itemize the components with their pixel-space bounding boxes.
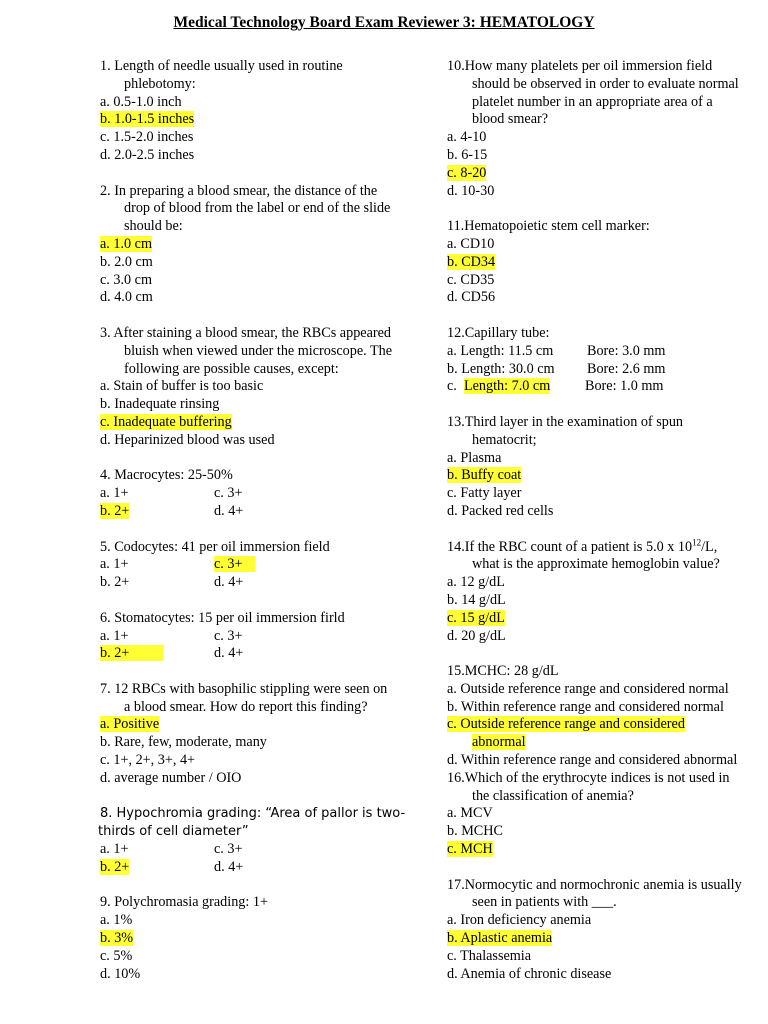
question-6-option-c: c. 3+ — [214, 627, 243, 644]
question-2-option-a — [100, 236, 430, 254]
question-11 — [447, 218, 765, 307]
question-12 — [447, 325, 765, 396]
question-16-option-b: b. MCHC — [447, 823, 503, 840]
question-3-stem-cont: following are possible causes, except: — [124, 360, 339, 377]
question-8-option-b — [100, 859, 214, 877]
question-9-stem: 9. Polychromasia grading: 1+ — [100, 894, 268, 911]
answer-highlight: c. Outside reference range and considered — [447, 716, 685, 733]
question-4-option-d: d. 4+ — [214, 502, 244, 519]
question-17-stem-cont: seen in patients with ___. — [472, 894, 617, 911]
question-4-options-row-2 — [100, 503, 430, 521]
question-7-option-c: c. 1+, 2+, 3+, 4+ — [100, 752, 196, 769]
question-15-option-c-cont — [447, 734, 765, 752]
question-3 — [100, 325, 430, 450]
answer-highlight: b. 3% — [100, 930, 134, 947]
question-4-option-b — [100, 503, 214, 521]
question-1-option-a: a. 0.5-1.0 inch — [100, 93, 182, 110]
question-11-stem: 11.Hematopoietic stem cell marker: — [447, 218, 650, 235]
question-16-option-c — [447, 841, 765, 859]
question-10-stem-cont: blood smear? — [472, 111, 549, 128]
left-column — [100, 58, 430, 983]
question-15-option-d: d. Within reference range and considered abnormal — [447, 752, 738, 769]
question-17-option-a: a. Iron deficiency anemia — [447, 912, 592, 929]
answer-highlight: c. 3+ — [214, 556, 255, 572]
answer-highlight: b. 1.0-1.5 inches — [100, 111, 195, 128]
question-6-options-row-1 — [100, 628, 430, 646]
question-3-option-d: d. Heparinized blood was used — [100, 431, 275, 448]
answer-highlight: b. Buffy coat — [447, 467, 522, 484]
question-2 — [100, 183, 430, 308]
question-2-stem-cont: should be: — [124, 218, 183, 235]
question-3-option-a: a. Stain of buffer is too basic — [100, 378, 264, 395]
question-8-stem: 8. Hypochromia grading: “Area of pallor is two- — [100, 806, 406, 822]
question-15-option-b: b. Within reference range and considered normal — [447, 698, 724, 715]
question-12-option-c: c. Length: 7.0 cm Bore: 1.0 mm — [447, 378, 664, 395]
answer-highlight: c. 8-20 — [447, 164, 487, 181]
question-15-option-a: a. Outside reference range and considered normal — [447, 680, 729, 697]
answer-highlight: Length: 7.0 cm — [463, 378, 551, 395]
answer-highlight: b. 2+ — [100, 502, 130, 519]
question-12-option-b: b. Length: 30.0 cm Bore: 2.6 mm — [447, 360, 666, 377]
question-9 — [100, 894, 430, 983]
question-10-option-d: d. 10-30 — [447, 182, 495, 199]
question-12-stem: 12.Capillary tube: — [447, 324, 550, 341]
question-6-option-a: a. 1+ — [100, 627, 129, 644]
question-13-option-b — [447, 467, 765, 485]
question-10-stem-cont: should be observed in order to evaluate normal — [472, 75, 739, 92]
question-15-option-c — [447, 716, 765, 734]
question-3-stem-cont: bluish when viewed under the microscope. The — [124, 342, 393, 359]
question-10-option-c — [447, 165, 765, 183]
answer-highlight: c. 15 g/dL — [447, 609, 505, 626]
question-9-option-d: d. 10% — [100, 965, 141, 982]
question-6 — [100, 610, 430, 663]
question-8-options-row-1 — [100, 841, 430, 859]
question-5-option-c — [214, 556, 334, 574]
question-7-stem: 7. 12 RBCs with basophilic stippling were seen on — [100, 680, 388, 697]
question-10 — [447, 58, 765, 200]
question-9-option-b — [100, 930, 430, 948]
question-1-stem: 1. Length of needle usually used in routine — [100, 58, 343, 74]
question-3-stem: 3. After staining a blood smear, the RBCs appeared — [100, 324, 391, 341]
question-2-option-d: d. 4.0 cm — [100, 289, 153, 306]
question-16-option-a: a. MCV — [447, 805, 493, 822]
question-1 — [100, 58, 430, 165]
question-4-stem: 4. Macrocytes: 25-50% — [100, 467, 233, 484]
question-1-option-c: c. 1.5-2.0 inches — [100, 129, 194, 146]
question-4-option-a: a. 1+ — [100, 485, 129, 502]
question-6-option-b — [100, 645, 214, 663]
question-8-option-a: a. 1+ — [100, 841, 129, 858]
question-11-option-d: d. CD56 — [447, 289, 496, 306]
answer-highlight: a. 1.0 cm — [100, 235, 153, 252]
question-8-options-row-2 — [100, 859, 430, 877]
question-17 — [447, 877, 765, 984]
question-6-options-row-2 — [100, 645, 430, 663]
question-15 — [447, 663, 765, 770]
question-4 — [100, 467, 430, 520]
answer-highlight: b. 2+ — [100, 858, 130, 875]
question-7-stem-cont: a blood smear. How do report this finding? — [124, 698, 368, 715]
question-5-stem: 5. Codocytes: 41 per oil immersion field — [100, 538, 330, 555]
question-14-stem: 14.If the RBC count of a patient is 5.0 x $10^{12}/L$, — [447, 536, 718, 555]
question-12-option-a: a. Length: 11.5 cm Bore: 3.0 mm — [447, 342, 666, 359]
question-13-option-d: d. Packed red cells — [447, 502, 554, 519]
question-10-option-a: a. 4-10 — [447, 129, 487, 146]
question-14-option-d: d. 20 g/dL — [447, 627, 506, 644]
question-11-option-b — [447, 254, 765, 272]
question-7-option-b: b. Rare, few, moderate, many — [100, 734, 267, 751]
question-17-option-c: c. Thalassemia — [447, 947, 532, 964]
question-9-option-c: c. 5% — [100, 947, 133, 964]
answer-highlight: b. 2+ — [100, 645, 163, 661]
question-10-option-b: b. 6-15 — [447, 146, 488, 163]
question-16 — [447, 770, 765, 859]
question-1-option-d: d. 2.0-2.5 inches — [100, 146, 195, 163]
question-14 — [447, 536, 765, 646]
question-5-options-row-2 — [100, 574, 430, 592]
question-16-stem-cont: the classification of anemia? — [472, 787, 634, 804]
question-8 — [100, 805, 430, 876]
question-13 — [447, 414, 765, 521]
question-5-options-row-1 — [100, 556, 430, 574]
question-14-option-c — [447, 610, 765, 628]
right-column — [447, 58, 765, 983]
question-7-option-a — [100, 716, 430, 734]
question-13-stem-cont: hematocrit; — [472, 431, 537, 448]
question-17-option-d: d. Anemia of chronic disease — [447, 965, 612, 982]
question-13-option-c: c. Fatty layer — [447, 485, 522, 502]
question-10-stem: 10.How many platelets per oil immersion field — [447, 58, 713, 74]
question-13-stem: 13.Third layer in the examination of spun — [447, 413, 684, 430]
question-13-option-a: a. Plasma — [447, 449, 502, 466]
question-6-stem: 6. Stomatocytes: 15 per oil immersion firld — [100, 609, 345, 626]
question-2-option-b: b. 2.0 cm — [100, 253, 153, 270]
question-5-option-d: d. 4+ — [214, 574, 244, 591]
question-10-stem-cont: platelet number in an appropriate area of a — [472, 93, 713, 110]
question-4-options-row-1 — [100, 485, 430, 503]
question-9-option-a: a. 1% — [100, 912, 133, 929]
question-11-option-c: c. CD35 — [447, 271, 495, 288]
question-2-stem-cont: drop of blood from the label or end of the slide — [124, 200, 391, 217]
answer-highlight: c. MCH — [447, 841, 493, 858]
question-3-option-b: b. Inadequate rinsing — [100, 396, 220, 413]
question-5-option-a: a. 1+ — [100, 556, 129, 573]
question-14-option-a: a. 12 g/dL — [447, 574, 505, 591]
question-17-stem: 17.Normocytic and normochronic anemia is usually — [447, 876, 742, 893]
page-title: Medical Technology Board Exam Reviewer 3: HEMATOLOGY — [173, 14, 595, 31]
question-16-stem: 16.Which of the erythrocyte indices is not used in — [447, 769, 730, 786]
answer-highlight: b. Aplastic anemia — [447, 930, 553, 947]
question-2-stem: 2. In preparing a blood smear, the distance of the — [100, 182, 378, 199]
question-11-option-a: a. CD10 — [447, 235, 495, 252]
question-8-stem-cont: thirds of cell diameter” — [98, 824, 249, 840]
question-7-option-d: d. average number / OIO — [100, 769, 242, 786]
question-1-stem-cont: phlebotomy: — [124, 75, 196, 92]
question-15-stem: 15.MCHC: 28 g/dL — [447, 663, 559, 680]
question-6-option-d: d. 4+ — [214, 645, 244, 662]
question-1-option-b — [100, 111, 430, 129]
answer-highlight: b. CD34 — [447, 253, 496, 270]
question-14-stem-cont: what is the approximate hemoglobin value? — [472, 556, 720, 573]
question-5 — [100, 539, 430, 592]
question-7 — [100, 681, 430, 788]
question-17-option-b — [447, 930, 765, 948]
question-2-option-c: c. 3.0 cm — [100, 271, 153, 288]
question-8-option-c: c. 3+ — [214, 841, 243, 858]
answer-highlight: c. Inadequate buffering — [100, 413, 232, 430]
question-14-option-b: b. 14 g/dL — [447, 591, 506, 608]
question-8-option-d: d. 4+ — [214, 858, 244, 875]
question-4-option-c: c. 3+ — [214, 485, 243, 502]
answer-highlight: a. Positive — [100, 716, 160, 733]
question-3-option-c — [100, 414, 430, 432]
question-5-option-b: b. 2+ — [100, 574, 130, 591]
answer-highlight: abnormal — [472, 734, 526, 751]
